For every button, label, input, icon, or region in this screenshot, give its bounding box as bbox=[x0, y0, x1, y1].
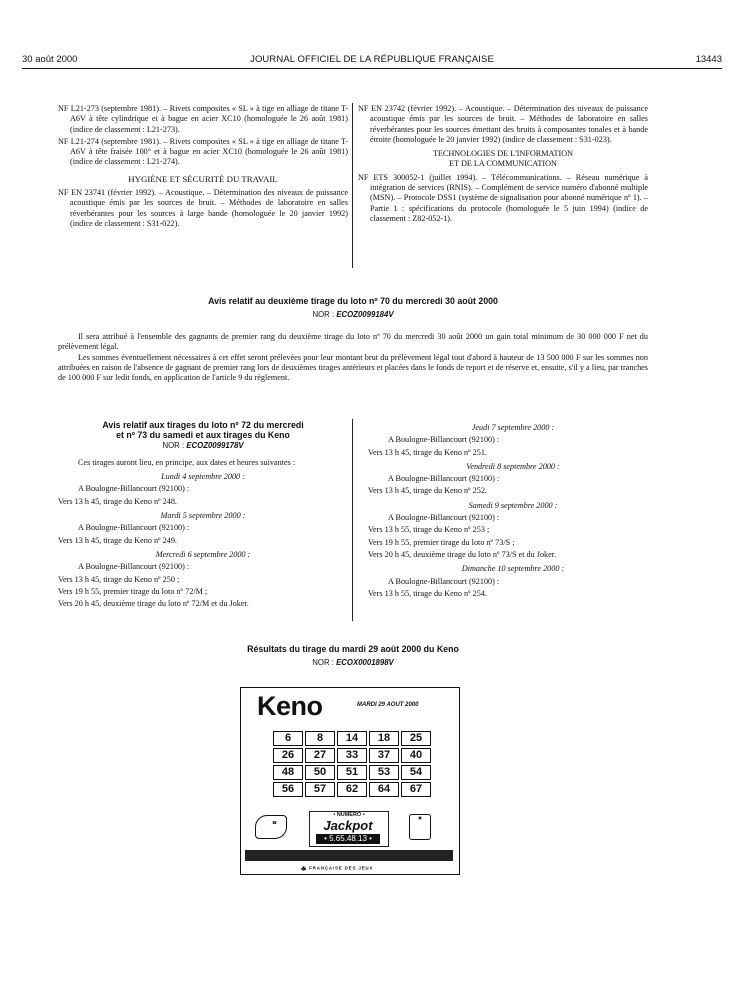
ticket-band bbox=[245, 850, 453, 861]
nor-code: ECOX0001898V bbox=[336, 658, 394, 667]
schedule-line: Vers 13 h 55, tirage du Keno nº 253 ; bbox=[368, 525, 490, 535]
nor-label: NOR : bbox=[162, 440, 185, 450]
keno-results-ticket bbox=[240, 687, 460, 875]
section-heading: HYGIÈNE ET SÉCURITÉ DU TRAVAIL bbox=[128, 173, 278, 184]
keno-number-cell: 25 bbox=[401, 731, 431, 746]
paragraph: Les sommes éventuellement nécessaires à cet effet seront prélevées pour leur montant brut du prélèvement légal tout d'abord à hauteur de 13 500 000 F sur les sommes non attribuées en raison de l'absence de gagnant de premier rang lors de deuxièmes tirages antérieurs et placées dans le fonds de report et de réserve et, ensuite, s'il y a lieu, par tranches de 100 000 F sur ledit fonds, en application de l'article 9 du règlement. bbox=[58, 352, 648, 383]
schedule-day: Vendredi 8 septembre 2000 : bbox=[466, 461, 560, 471]
schedule-line: Vers 13 h 55, tirage du Keno nº 254. bbox=[368, 588, 487, 598]
standards-left-column bbox=[58, 104, 348, 231]
jackpot-word: Jackpot bbox=[323, 818, 373, 833]
schedule-day: Mardi 5 septembre 2000 : bbox=[160, 511, 246, 521]
schedule-line: Vers 20 h 45, deuxième tirage du loto nº 72/M et du Joker. bbox=[58, 599, 249, 609]
resultats-title: Résultats du tirage du mardi 29 août 2000 du Keno bbox=[247, 644, 459, 654]
header-date: 30 août 2000 bbox=[22, 54, 78, 65]
schedule-place: A Boulogne-Billancourt (92100) : bbox=[388, 576, 500, 586]
standard-item: NF L21-274 (septembre 1981). – Rivets composites « SL » à tige en alliage de titane T-A6V à tête fraisée 100° et à bague en acier XC10 (homologuée le 26 août 1981) (indice de classement : L21-274). bbox=[58, 136, 348, 167]
schedule-line: Vers 13 h 45, tirage du Keno nº 251. bbox=[368, 447, 487, 457]
avis-keno-left-column bbox=[58, 420, 348, 611]
column-divider bbox=[352, 103, 353, 268]
page-number: 13443 bbox=[695, 54, 722, 65]
keno-number-cell: 51 bbox=[337, 765, 367, 780]
keno-number-grid bbox=[273, 731, 431, 797]
keno-number-cell: 67 bbox=[401, 782, 431, 797]
schedule-day: Lundi 4 septembre 2000 : bbox=[161, 472, 245, 482]
keno-number-cell: 8 bbox=[305, 731, 335, 746]
keno-number-cell: 6 bbox=[273, 731, 303, 746]
keno-number-cell: 50 bbox=[305, 765, 335, 780]
jackpot-numero-label: • NUMÉRO • bbox=[333, 812, 365, 818]
schedule-day: Samedi 9 septembre 2000 : bbox=[468, 500, 558, 510]
standard-item: NF EN 23742 (février 1992). – Acoustique. – Détermination des niveaux de puissance acoustique émis par les sources de bruit. – Méthodes de laboratoire en salles réverbérantes pour les sources émettant des bruits à composantes tonales et à bande étroite (homologuée le 20 janvier 1992) (indice de classement : S31-023). bbox=[358, 104, 648, 144]
keno-number-cell: 54 bbox=[401, 765, 431, 780]
standard-item: NF L21-273 (septembre 1981). – Rivets composites « SL » à tige en alliage de titane T-A6V à tête cylindrique et à bague en acier XC10 (homologuée le 26 août 1981) (indice de classement : L21-273). bbox=[58, 104, 348, 134]
avis-loto-70-nor bbox=[58, 310, 648, 319]
schedule-place: A Boulogne-Billancourt (92100) : bbox=[78, 562, 190, 572]
nor-label: NOR : bbox=[312, 310, 335, 319]
nor-label: NOR : bbox=[312, 658, 334, 667]
keno-number-cell: 27 bbox=[305, 748, 335, 763]
standard-item: NF EN 23741 (février 1992). – Acoustique. – Détermination des niveaux de puissance acoustique émis par les sources de bruit. – Méthodes de laboratoire en salles réverbérantes pour les sources à large bande (homologuée le 20 janvier 1992) (indice de classement : S31-022). bbox=[58, 188, 348, 228]
resultats-nor bbox=[58, 658, 648, 667]
page-header bbox=[22, 52, 722, 68]
keno-number-cell: 62 bbox=[337, 782, 367, 797]
keno-draw-date: MARDI 29 AOUT 2000 bbox=[357, 702, 419, 708]
keno-logo: Keno bbox=[257, 691, 323, 721]
schedule-line: Vers 13 h 45, tirage du Keno nº 248. bbox=[58, 496, 177, 506]
schedule-line: Vers 19 h 55, premier tirage du loto nº 73/S ; bbox=[368, 537, 515, 547]
schedule-place: A Boulogne-Billancourt (92100) : bbox=[388, 513, 500, 523]
schedule-line: Vers 20 h 45, deuxième tirage du loto nº 73/S et du Joker. bbox=[368, 549, 557, 559]
keno-number-cell: 40 bbox=[401, 748, 431, 763]
keno-number-cell: 53 bbox=[369, 765, 399, 780]
schedule-line: Vers 13 h 45, tirage du Keno nº 249. bbox=[58, 535, 177, 545]
schedule-place: A Boulogne-Billancourt (92100) : bbox=[78, 484, 190, 494]
schedule-place: A Boulogne-Billancourt (92100) : bbox=[388, 474, 500, 484]
standards-right-column bbox=[358, 104, 648, 226]
section-heading: TECHNOLOGIES DE L'INFORMATION bbox=[432, 149, 574, 159]
nor-code: ECOZ0099184V bbox=[336, 310, 394, 319]
schedule-day: Jeudi 7 septembre 2000 : bbox=[471, 423, 555, 432]
avis-keno-nor bbox=[58, 441, 348, 451]
keno-number-cell: 33 bbox=[337, 748, 367, 763]
avis-keno-right-column bbox=[368, 419, 658, 601]
intro-paragraph: Ces tirages auront lieu, en principe, aux dates et heures suivantes : bbox=[78, 457, 296, 467]
avis-loto-70-title: Avis relatif au deuxième tirage du loto nº 70 du mercredi 30 août 2000 bbox=[208, 296, 498, 306]
fdj-footer-text: FRANÇAISE DES JEUX bbox=[309, 865, 374, 871]
telephone-icon: ☎ bbox=[255, 815, 287, 839]
jackpot-panel bbox=[309, 811, 389, 847]
schedule-line: Vers 13 h 45, tirage du Keno nº 250 ; bbox=[58, 574, 180, 584]
standard-item: NF ETS 300052-1 (juillet 1994). – Télécommunications. – Réseau numérique à intégration de services (RNIS). – Complément de service numéro d'abonné multiple (MSN). – Protocole DSS1 (système de signalisation pour abonné numérique nº 1). – Partie 1 : spécifications du protocole (homologuée le 5 juin 1994) (indice de classement : Z82-052-1). bbox=[358, 172, 648, 223]
fdj-footer bbox=[301, 864, 411, 873]
schedule-line: Vers 19 h 55, premier tirage du loto nº 72/M ; bbox=[58, 586, 208, 596]
section-heading: ET DE LA COMMUNICATION bbox=[449, 159, 557, 169]
keno-number-cell: 56 bbox=[273, 782, 303, 797]
jackpot-number: • 5.65.48.13 • bbox=[316, 834, 380, 844]
clover-icon: ♣ bbox=[301, 864, 308, 873]
journal-title: JOURNAL OFFICIEL DE LA RÉPUBLIQUE FRANÇAISE bbox=[250, 54, 494, 65]
keno-number-cell: 14 bbox=[337, 731, 367, 746]
keno-number-cell: 18 bbox=[369, 731, 399, 746]
header-rule bbox=[22, 68, 722, 69]
keno-number-cell: 48 bbox=[273, 765, 303, 780]
avis-loto-70-body bbox=[58, 332, 648, 383]
nor-code: ECOZ0099178V bbox=[186, 440, 244, 450]
schedule-day: Dimanche 10 septembre 2000 : bbox=[461, 564, 565, 574]
avis-keno-title: Avis relatif aux tirages du loto nº 72 du mercredi bbox=[102, 420, 304, 430]
paragraph: Il sera attribué à l'ensemble des gagnants de premier rang du deuxième tirage du loto nº 70 du mercredi 30 août 2000 un gain total minimum de 30 000 000 F net du prélèvement légal. bbox=[58, 332, 648, 352]
schedule-place: A Boulogne-Billancourt (92100) : bbox=[388, 435, 500, 445]
keno-number-cell: 57 bbox=[305, 782, 335, 797]
schedule-line: Vers 13 h 45, tirage du Keno nº 252. bbox=[368, 486, 487, 496]
avis-keno-title: et nº 73 du samedi et aux tirages du Keno bbox=[116, 430, 290, 441]
schedule-place: A Boulogne-Billancourt (92100) : bbox=[78, 523, 190, 533]
schedule-day: Mercredi 6 septembre 2000 : bbox=[155, 549, 251, 559]
keno-number-cell: 64 bbox=[369, 782, 399, 797]
column-divider bbox=[352, 419, 353, 621]
keno-number-cell: 26 bbox=[273, 748, 303, 763]
keno-number-cell: 37 bbox=[369, 748, 399, 763]
terminal-icon: ▣ bbox=[409, 814, 431, 840]
